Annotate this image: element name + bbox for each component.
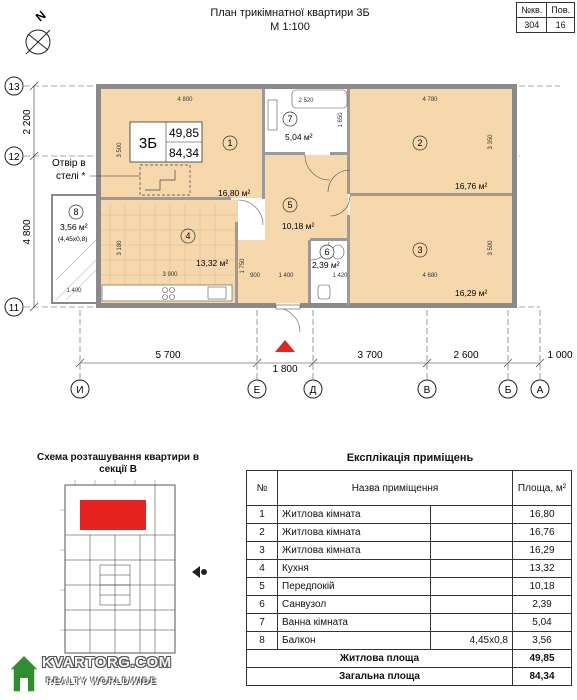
dim-bottom-3: 3 700 [357, 350, 383, 361]
wall-inner-9 [308, 240, 311, 303]
row-name: Передпокій [278, 578, 431, 596]
watermark-house-icon [6, 652, 42, 696]
living-area-value: 49,85 [513, 650, 572, 668]
floor-value: 16 [547, 18, 575, 33]
living-area-row [247, 650, 572, 668]
row-name: Санвузол [278, 596, 431, 614]
apt-number-value: 304 [517, 18, 547, 33]
row-name: Житлова кімната [278, 506, 431, 524]
row-no: 3 [247, 542, 278, 560]
scheme-entrance-arrow-icon [192, 566, 200, 578]
dim-inner-6: 3 500 [488, 240, 494, 256]
header-name: Назва приміщення [278, 471, 513, 506]
watermark-line2: REALTY WORLDWIDE [46, 676, 158, 686]
room-3-number: 3 [417, 245, 423, 255]
living-area-label: Житлова площа [247, 650, 513, 668]
row-area: 16,76 [513, 524, 572, 542]
table-row [247, 596, 572, 614]
wall-inner-5 [350, 193, 512, 196]
watermark-logo [6, 652, 206, 698]
compass-icon [26, 8, 50, 54]
table-row [247, 632, 572, 650]
table-row [247, 524, 572, 542]
total-area-value: 84,34 [513, 668, 572, 686]
floor-label: Пов. [547, 3, 575, 18]
row-name: Ванна кімната [278, 614, 431, 632]
room-6-number: 6 [324, 247, 330, 257]
row-no: 7 [247, 614, 278, 632]
row-no: 2 [247, 524, 278, 542]
table-row [247, 560, 572, 578]
room-4-area: 13,32 м² [196, 258, 229, 268]
dim-inner-14: 4 680 [422, 273, 438, 279]
room-8-dims: (4,45х0,8) [58, 236, 88, 243]
row-dim [430, 614, 513, 632]
axis-row-12: 12 [8, 152, 20, 163]
row-dim [430, 506, 513, 524]
room-6-area: 2,39 м² [312, 260, 340, 270]
wall-inner-3 [347, 215, 350, 305]
room-1-area: 16,80 м² [218, 188, 251, 198]
room-8-area: 3,56 м² [60, 222, 88, 232]
section-scheme [50, 480, 210, 655]
dim-inner-13: 1 420 [332, 273, 348, 279]
axis-col-v: В [423, 385, 431, 396]
table-row [247, 578, 572, 596]
scheme-apartment-highlight [80, 500, 146, 530]
wall-bottom-right [300, 303, 517, 308]
wall-right [512, 84, 517, 308]
wall-inner-6 [265, 152, 305, 155]
row-dim [430, 596, 513, 614]
wall-inner-7 [330, 152, 347, 155]
dim-left-1: 2 200 [22, 109, 33, 135]
axis-col-d: Д [309, 385, 317, 396]
ceiling-note-2: стелі * [56, 171, 86, 182]
total-area-label: Загальна площа [247, 668, 513, 686]
row-area: 3,56 [513, 632, 572, 650]
row-no: 1 [247, 506, 278, 524]
header-area: Площа, м² [513, 471, 572, 506]
dim-bottom-1: 5 700 [155, 350, 181, 361]
row-name: Балкон [278, 632, 431, 650]
row-no: 8 [247, 632, 278, 650]
row-name: Кухня [278, 560, 431, 578]
row-dim [430, 524, 513, 542]
room-8-number: 8 [73, 207, 79, 217]
room-5-area: 10,18 м² [282, 221, 315, 231]
room-5b-fill [238, 240, 308, 303]
room-4-number: 4 [185, 231, 191, 241]
row-area: 2,39 [513, 596, 572, 614]
apartment-living-area: 49,85 [168, 126, 200, 140]
dim-left-2: 4 800 [22, 219, 33, 245]
total-area-row [247, 668, 572, 686]
dim-inner-12: 1 400 [278, 273, 294, 279]
row-name: Житлова кімната [278, 542, 431, 560]
table-header-row [247, 471, 572, 506]
row-dim [430, 578, 513, 596]
dim-bottom-5: 1 000 [547, 350, 573, 361]
table-row [247, 614, 572, 632]
wall-bottom-left [96, 303, 276, 308]
row-no: 6 [247, 596, 278, 614]
row-area: 10,18 [513, 578, 572, 596]
dim-inner-1: 4 800 [177, 97, 193, 103]
row-dim: 4,45х0,8 [430, 632, 513, 650]
room-3-area: 16,29 м² [455, 288, 488, 298]
dim-inner-2: 4 780 [422, 97, 438, 103]
room-2-number: 2 [417, 138, 423, 148]
table-row [247, 506, 572, 524]
explication-title: Експлікація приміщень [346, 452, 474, 464]
header-no: № [247, 471, 278, 506]
room-2-area: 16,76 м² [455, 181, 488, 191]
axis-col-b: Б [504, 385, 512, 396]
row-area: 16,29 [513, 542, 572, 560]
row-dim [430, 560, 513, 578]
dim-inner-3: 2 520 [298, 98, 314, 104]
axis-col-i: И [76, 385, 84, 396]
scheme-title-line1: Схема розташування квартири в [36, 452, 200, 463]
dim-inner-8: 3 180 [117, 240, 123, 256]
watermark-line1: KVARTORG.COM [42, 654, 172, 671]
scheme-title-line2: секції В [99, 464, 137, 475]
wall-top [96, 84, 516, 89]
room-1-number: 1 [227, 138, 233, 148]
row-no: 4 [247, 560, 278, 578]
dim-inner-7: 1 650 [338, 112, 344, 128]
dim-inner-15: 1 400 [66, 288, 82, 294]
dim-inner-10: 1 750 [240, 258, 246, 274]
scheme-title [18, 452, 218, 476]
room-7-number: 7 [287, 114, 293, 124]
kitchen-counter [102, 285, 232, 301]
row-area: 13,32 [513, 560, 572, 578]
axis-col-a: А [536, 385, 544, 396]
axis-row-11: 11 [8, 303, 20, 314]
wall-inner-2 [347, 89, 350, 194]
dim-bottom-2: 1 800 [272, 364, 298, 375]
row-dim [430, 542, 513, 560]
dim-inner-4: 3 500 [117, 142, 123, 158]
axis-col-e: Е [253, 385, 261, 396]
axis-row-13: 13 [8, 82, 20, 93]
entrance-marker-icon [275, 340, 295, 352]
ceiling-note-1: Отвір в [52, 158, 86, 169]
apt-number-label: №кв. [517, 3, 547, 18]
wall-left [96, 84, 101, 308]
dim-inner-9: 3 900 [162, 272, 178, 278]
entrance-door [276, 305, 300, 309]
wall-inner-4 [101, 197, 231, 200]
north-label: N [32, 7, 49, 25]
wall-inner-10 [310, 238, 347, 241]
explication-table [246, 470, 572, 686]
dim-inner-11: 900 [249, 273, 261, 279]
row-name: Житлова кімната [278, 524, 431, 542]
plan-scale: М 1:100 [270, 21, 310, 33]
row-no: 5 [247, 578, 278, 596]
table-row [247, 542, 572, 560]
plan-title: План трикімнатної квартири 3Б [210, 7, 370, 19]
row-area: 5,04 [513, 614, 572, 632]
row-area: 16,80 [513, 506, 572, 524]
apartment-total-area: 84,34 [168, 146, 200, 160]
dim-inner-5: 3 350 [488, 134, 494, 150]
wall-inner-1 [262, 89, 265, 199]
dim-bottom-4: 2 600 [453, 350, 479, 361]
wall-inner-8 [235, 222, 238, 303]
room-7-area: 5,04 м² [285, 132, 313, 142]
room-5-number: 5 [287, 200, 293, 210]
apartment-type: 3Б [138, 135, 158, 152]
